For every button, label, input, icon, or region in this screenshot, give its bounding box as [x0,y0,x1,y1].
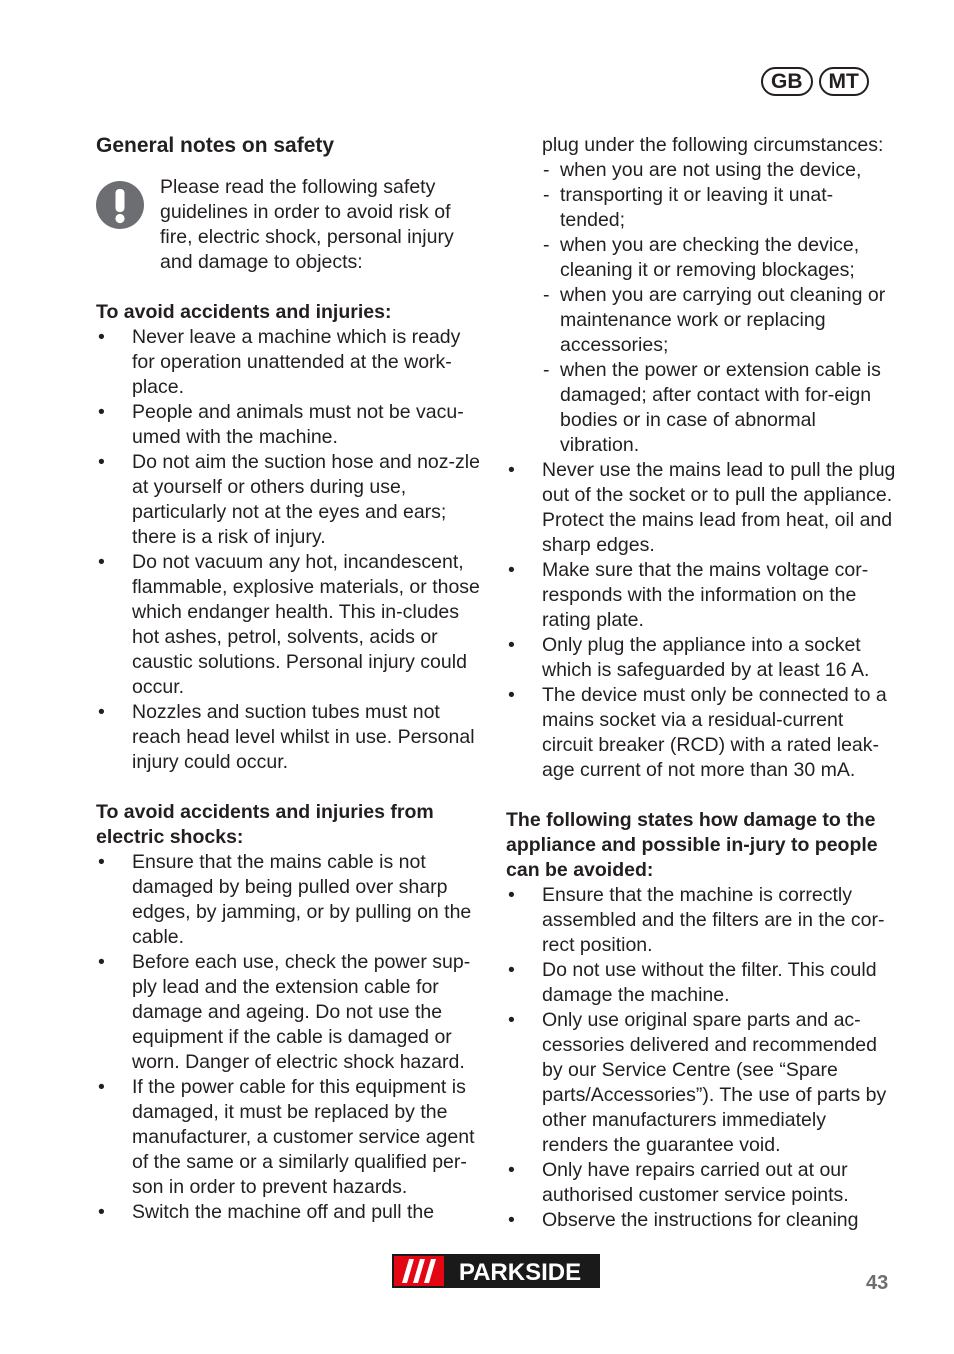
list-item: • Nozzles and suction tubes must not reach head level whilst in use. Personal injury could occur. [96,700,486,775]
page-number: 43 [866,1272,889,1294]
accidents-list [96,325,486,775]
list-item: • Only plug the appliance into a socket which is safeguarded by at least 16 A. [506,633,896,683]
intro-text: Please read the following safety guidelines in order to avoid risk of fire, electric shock, personal injury and damage to objects: [160,176,454,273]
sub-list-item: - when you are carrying out cleaning or maintenance work or replacing accessories; [506,283,896,358]
circumstances-list [506,158,896,458]
logo-text: PARKSIDE [458,1259,582,1286]
list-item: • People and animals must not be vacu-umed with the machine. [96,400,486,450]
sub-list-item: - transporting it or leaving it unat-tended; [506,183,896,233]
section-heading-damage: The following states how damage to the appliance and possible in-jury to people can be avoided: [506,809,878,881]
section-heading-accidents: To avoid accidents and injuries: [96,301,392,323]
language-badges [761,67,869,96]
list-item: • Ensure that the mains cable is not damaged by being pulled over sharp edges, by jamming, or by pulling on the cable. [96,850,486,950]
electric-shock-list [96,850,486,1225]
mains-list [506,458,896,783]
list-item: • Switch the machine off and pull the [96,1200,486,1225]
list-item: • Never use the mains lead to pull the plug out of the socket or to pull the appliance. Protect the mains lead from heat, oil and sharp edges. [506,458,896,558]
exclamation-icon [96,181,144,229]
continuation-text: plug under the following circumstances: [542,134,884,156]
section-heading-electric-shock: To avoid accidents and injuries from electric shocks: [96,801,434,848]
page-title: General notes on safety [96,134,335,157]
parkside-logo-icon [392,1254,600,1288]
list-item: • Ensure that the machine is correctly assembled and the filters are in the cor-rect position. [506,883,896,958]
language-badge-gb: GB [761,67,813,96]
list-item: • Do not vacuum any hot, incandescent, flammable, explosive materials, or those which endanger health. This in-cludes hot ashes, petrol, solvents, acids or caustic solutions. Personal injury could occur. [96,550,486,700]
sub-list-item: - when you are checking the device, cleaning it or removing blockages; [506,233,896,283]
list-item: • Do not use without the filter. This could damage the machine. [506,958,896,1008]
list-item: • Only use original spare parts and ac-cessories delivered and recommended by our Service Centre (see “Spare parts/Accessories”). The use of parts by other manufacturers immediately renders the guarantee void. [506,1008,896,1158]
list-item: • Observe the instructions for cleaning [506,1208,896,1233]
list-item: • Before each use, check the power sup-ply lead and the extension cable for damage and ageing. Do not use the equipment if the cable is damaged or worn. Danger of electric shock hazard. [96,950,486,1075]
damage-list [506,883,896,1233]
list-item: • Do not aim the suction hose and noz-zle at yourself or others during use, particularly not at the eyes and ears; there is a risk of injury. [96,450,486,550]
right-column [506,130,896,1233]
sub-list-item: - when the power or extension cable is damaged; after contact with for-eign bodies or in case of abnormal vibration. [506,358,896,458]
list-item: • Never leave a machine which is ready for operation unattended at the work-place. [96,325,486,400]
list-item: • If the power cable for this equipment is damaged, it must be replaced by the manufacturer, a customer service agent of the same or a similarly qualified per-son in order to prevent hazards. [96,1075,486,1200]
list-item: • The device must only be connected to a mains socket via a residual-current circuit breaker (RCD) with a rated leak-age current of not more than 30 mA. [506,683,896,783]
sub-list-item: - when you are not using the device, [506,158,896,183]
list-item: • Make sure that the mains voltage cor-responds with the information on the rating plate. [506,558,896,633]
list-item: • Only have repairs carried out at our authorised customer service points. [506,1158,896,1208]
safety-intro [96,175,486,275]
parkside-logo [392,1254,600,1293]
language-badge-mt: MT [819,67,869,96]
left-column [96,130,486,1225]
